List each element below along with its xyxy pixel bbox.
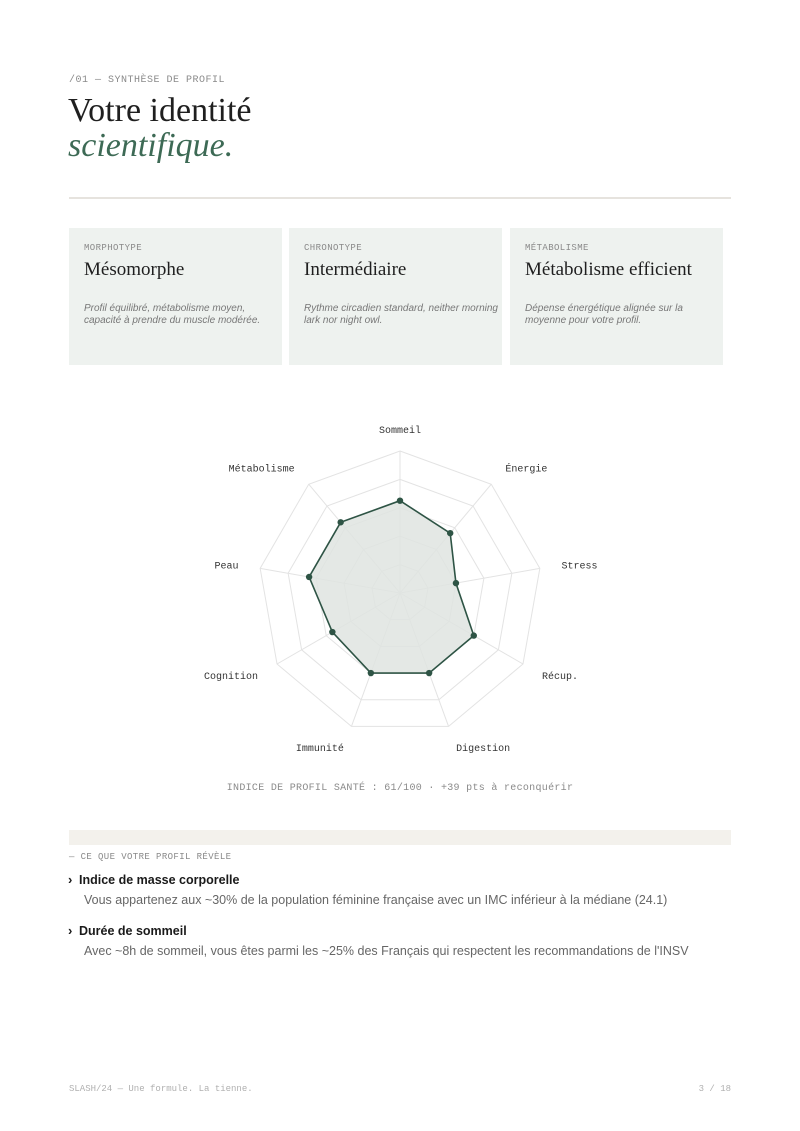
radar-axis-label: Cognition xyxy=(203,672,258,683)
radar-point xyxy=(368,670,374,676)
card-description: Rythme circadien standard, neither morning lark nor night owl. xyxy=(304,303,498,326)
card-chronotype xyxy=(289,228,502,365)
card-description: Profil équilibré, métabolisme moyen, capacité à prendre du muscle modérée. xyxy=(84,303,261,326)
radar-series-area xyxy=(309,501,474,673)
footer-tagline: SLASH/24 — Une formule. La tienne. xyxy=(69,1084,253,1094)
radar-point xyxy=(337,519,343,525)
radar-axis-label: Énergie xyxy=(505,464,548,476)
card-value: Métabolisme efficient xyxy=(525,259,692,280)
section-band xyxy=(69,830,731,845)
insight-title: Durée de sommeil xyxy=(79,923,187,938)
chevron-right-icon: › xyxy=(68,872,73,887)
insight-text: Vous appartenez aux ~30% de la population féminine française avec un IMC inférieur à la médiane (24.1) xyxy=(84,893,668,907)
insight-title: Indice de masse corporelle xyxy=(79,872,240,887)
radar-axis-label: Stress xyxy=(561,561,598,573)
radar-point xyxy=(447,530,453,536)
radar-axis-label: Métabolisme xyxy=(228,464,295,476)
radar-axis-label: Digestion xyxy=(456,744,511,756)
insight-text: Avec ~8h de sommeil, vous êtes parmi les ~25% des Français qui respectent les recommandations de l'INSV xyxy=(84,944,689,958)
card-label: MORPHOTYPE xyxy=(84,243,143,253)
insight-imc xyxy=(68,872,667,907)
card-metabolisme xyxy=(510,228,723,365)
radar-axis-label: Peau xyxy=(214,561,239,573)
section-eyebrow: /01 — SYNTHÈSE DE PROFIL xyxy=(69,75,226,86)
page-number: 3 / 18 xyxy=(698,1084,731,1094)
insight-sommeil xyxy=(68,923,689,958)
radar-axis-label: Immunité xyxy=(295,744,344,756)
card-value: Intermédiaire xyxy=(304,259,407,280)
chevron-right-icon: › xyxy=(68,923,73,938)
radar-axis-label: Récup. xyxy=(542,672,579,683)
health-score: INDICE DE PROFIL SANTÉ : 61/100 · +39 pts à reconquérir xyxy=(226,783,574,794)
radar-chart xyxy=(0,410,800,770)
card-value: Mésomorphe xyxy=(84,259,185,280)
radar-point xyxy=(471,632,477,638)
card-label: MÉTABOLISME xyxy=(525,243,589,253)
radar-point xyxy=(453,580,459,586)
radar-axis-label: Sommeil xyxy=(378,426,422,437)
radar-point xyxy=(397,498,403,504)
page-title-accent: scientifique. xyxy=(68,127,234,164)
radar-point xyxy=(426,670,432,676)
card-morphotype xyxy=(69,228,282,365)
reveal-eyebrow: — CE QUE VOTRE PROFIL RÉVÈLE xyxy=(69,852,232,862)
radar-point xyxy=(306,574,312,580)
radar-point xyxy=(329,629,335,635)
divider xyxy=(69,197,731,199)
page-title: Votre identité xyxy=(68,92,252,129)
card-description: Dépense énergétique alignée sur la moyenne pour votre profil. xyxy=(525,303,683,326)
card-label: CHRONOTYPE xyxy=(304,243,363,253)
